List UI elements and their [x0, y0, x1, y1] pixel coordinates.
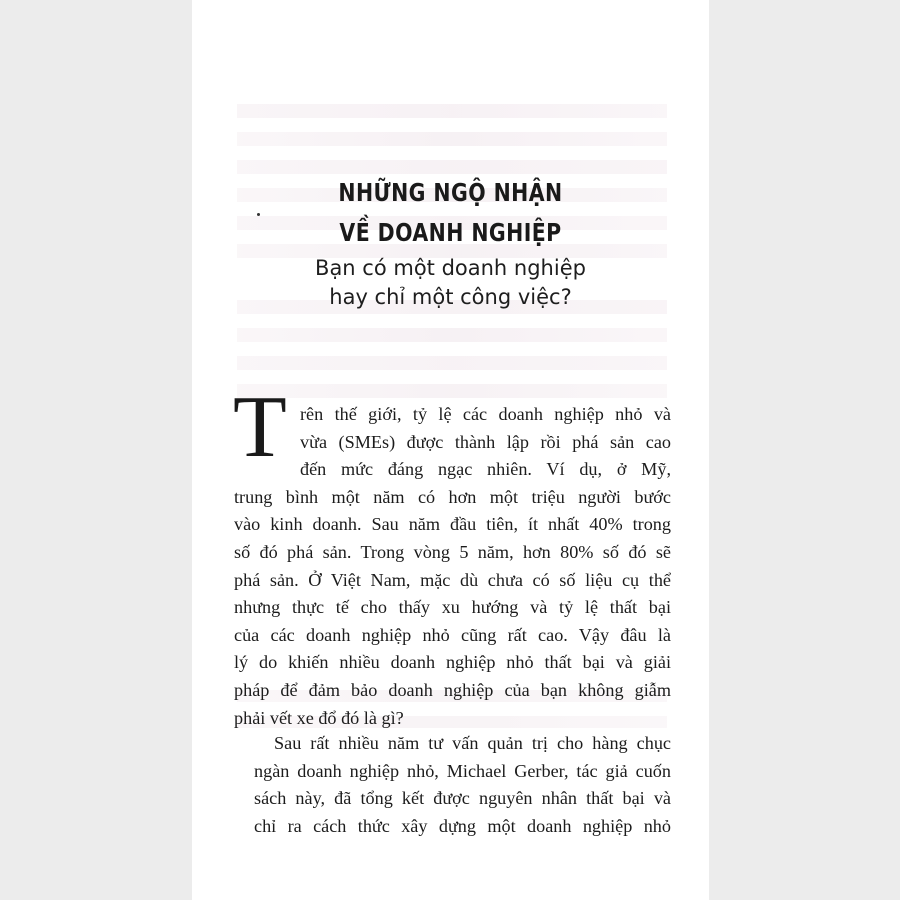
paragraph-2 — [234, 730, 671, 840]
paragraph-line: trung bình một năm có hơn một triệu người bước — [234, 486, 671, 507]
stray-ink-dot — [257, 213, 260, 216]
paragraph-line: sách này, đã tổng kết được nguyên nhân thất bại và — [254, 788, 671, 809]
paragraph-line: ngàn doanh nghiệp nhỏ, Michael Gerber, tác giả cuốn — [254, 760, 671, 781]
chapter-subtitle-line2: hay chỉ một công việc? — [329, 285, 572, 309]
paragraph-line: vào kinh doanh. Sau năm đầu tiên, ít nhất 40% trong — [234, 514, 671, 535]
paragraph-line: số đó phá sản. Trong vòng 5 năm, hơn 80% số đó sẽ — [234, 541, 671, 562]
drop-cap: T — [233, 379, 287, 476]
paragraph-line: phá sản. Ở Việt Nam, mặc dù chưa có số liệu cụ thể — [234, 569, 671, 590]
paragraph-line: Sau rất nhiều năm tư vấn quản trị cho hàng chục — [274, 733, 671, 753]
paragraph-line: nhưng thực tế cho thấy xu hướng và tỷ lệ thất bại — [234, 597, 671, 618]
chapter-title-line2: VỀ DOANH NGHIỆP — [339, 218, 562, 247]
paragraph-line: vừa (SMEs) được thành lập rồi phá sản cao — [300, 431, 671, 452]
paragraph-line: pháp để đảm bảo doanh nghiệp của bạn không giẫm — [234, 679, 671, 700]
chapter-title-line1: NHỮNG NGỘ NHẬN — [338, 178, 563, 207]
paragraph-line: lý do khiến nhiều doanh nghiệp nhỏ thất bại và giải — [234, 652, 671, 673]
paragraph-line: chỉ ra cách thức xây dựng một doanh nghiệp nhỏ — [254, 815, 671, 836]
chapter-subtitle-line1: Bạn có một doanh nghiệp — [315, 256, 586, 280]
paragraph-line: rên thế giới, tỷ lệ các doanh nghiệp nhỏ và — [300, 404, 671, 424]
paragraph-line: đến mức đáng ngạc nhiên. Ví dụ, ở Mỹ, — [300, 459, 671, 480]
paragraph-line: của các doanh nghiệp nhỏ cũng rất cao. Vậy đâu là — [234, 624, 671, 645]
paragraph-1 — [234, 401, 671, 732]
paragraph-line: phải vết xe đổ đó là gì? — [234, 707, 404, 728]
book-page — [192, 0, 709, 900]
